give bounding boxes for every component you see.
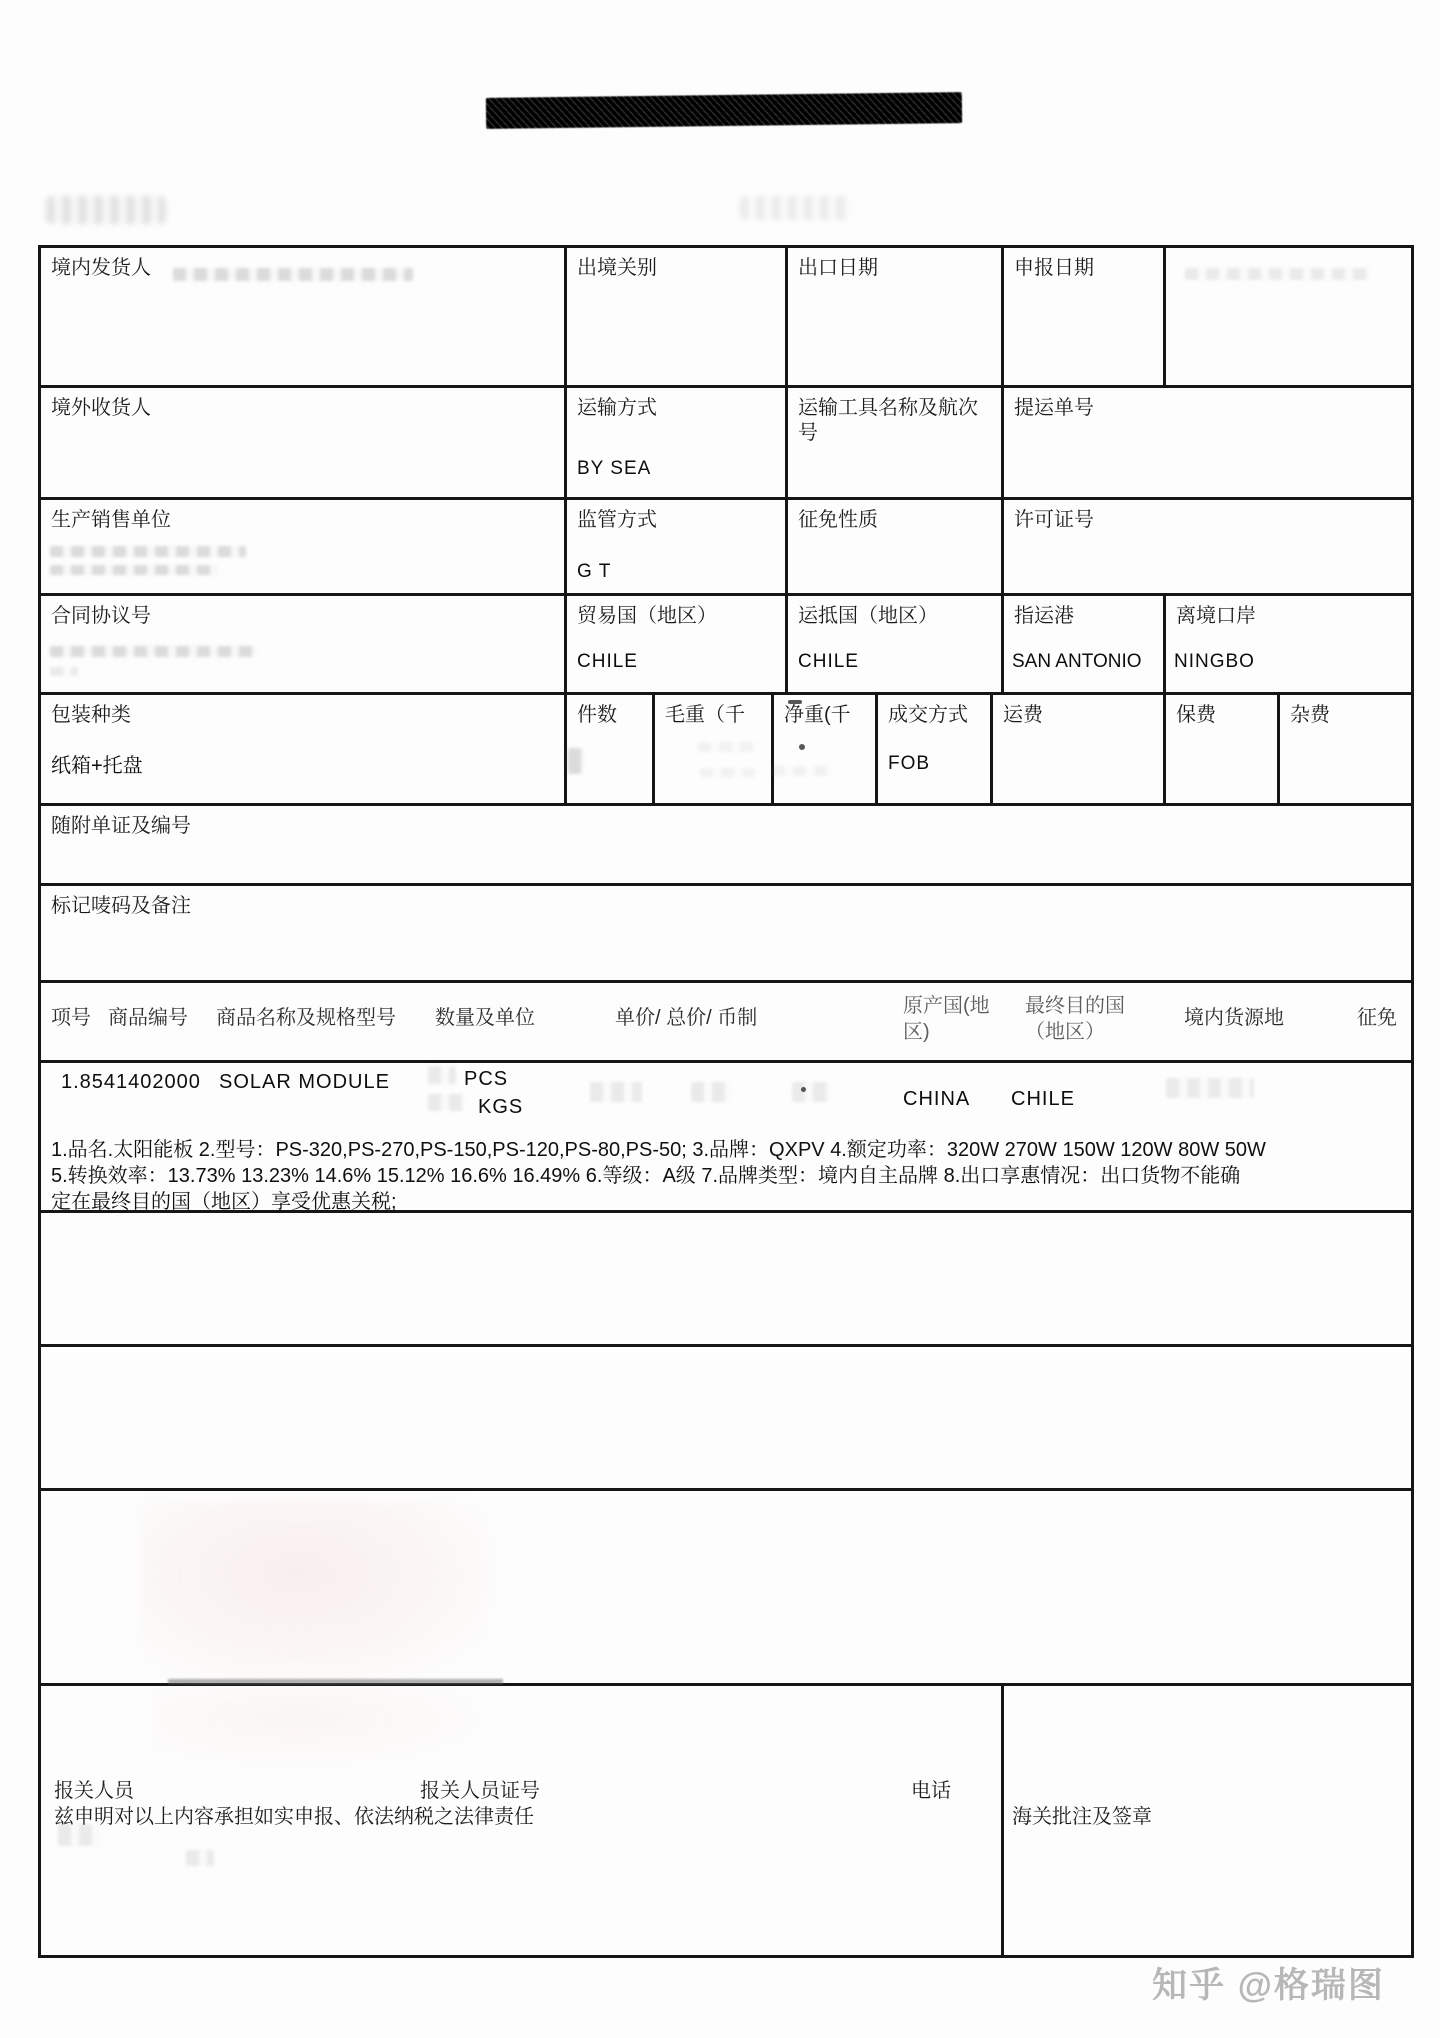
cell-transport-tool: [788, 388, 1004, 500]
cell-exit-customs: [567, 248, 788, 388]
redacted-contract-value-2: [50, 667, 78, 676]
redacted-header-left: [46, 196, 166, 224]
redacted-signature-2: [186, 1850, 214, 1866]
marks-remarks-label: 标记唛码及备注: [51, 895, 191, 917]
export-date-label: 出口日期: [798, 257, 878, 279]
license-no-label: 许可证号: [1014, 509, 1094, 531]
cell-exit-port: [1166, 596, 1411, 695]
exemption-nature-label: 征免性质: [798, 509, 878, 531]
terms-value: FOB: [888, 753, 931, 774]
cell-packing-type: [41, 695, 567, 806]
contract-no-label: 合同协议号: [51, 605, 151, 627]
exit-customs-label: 出境关别: [577, 257, 657, 279]
site-watermark: 知乎 @格瑞图: [1152, 1966, 1385, 2005]
cell-destination-port: [1004, 596, 1166, 695]
redacted-net-weight-value: [772, 766, 832, 776]
declare-date-label: 申报日期: [1014, 257, 1094, 279]
item-name: SOLAR MODULE: [219, 1071, 390, 1093]
item-desc-line3: 定在最终目的国（地区）享受优惠关税;: [51, 1191, 397, 1213]
cell-net-weight: [774, 695, 878, 806]
producer-label: 生产销售单位: [51, 509, 171, 531]
destination-port-value: SAN ANTONIO: [1012, 651, 1142, 672]
cell-items-header: [41, 983, 1411, 1063]
redacted-contract-value-1: [50, 646, 256, 657]
transport-tool-label: 运输工具名称及航次号: [798, 397, 978, 444]
declaration-statement: 兹申明对以上内容承担如实申报、依法纳税之法律责任: [54, 1806, 534, 1828]
redacted-title-bar: [486, 92, 962, 129]
cell-customs-notes: [1004, 1686, 1411, 1955]
redacted-net-weight-dash: [788, 700, 802, 704]
cell-exemption-nature: [788, 500, 1004, 596]
attached-docs-label: 随附单证及编号: [51, 815, 191, 837]
cell-bill-of-lading: [1004, 388, 1411, 500]
redacted-item-price: [590, 1082, 642, 1102]
redacted-net-weight-dot: [799, 744, 805, 750]
redacted-signature-1: [58, 1824, 100, 1846]
gross-weight-label: 毛重（千: [665, 704, 745, 726]
redacted-header-right: [740, 196, 852, 220]
items-header-destination: 最终目的国（地区）: [1025, 995, 1125, 1043]
cell-empty-box-2: [41, 1347, 1411, 1491]
items-header-domestic-source: 境内货源地: [1184, 1007, 1284, 1029]
redacted-item-qty-2: [428, 1094, 464, 1111]
redacted-producer-value-2: [50, 565, 218, 575]
item-unit2: KGS: [478, 1096, 524, 1118]
exit-port-label: 离境口岸: [1176, 605, 1256, 627]
company-stamp-faint: [140, 1500, 492, 1685]
items-header-price: 单价/ 总价/ 币制: [615, 1007, 758, 1029]
cell-export-date: [788, 248, 1004, 388]
cell-terms: [878, 695, 993, 806]
item-desc-line1: 1.品名.太阳能板 2.型号：PS-320,PS-270,PS-150,PS-120,PS-80,PS-50; 3.品牌：QXPV 4.额定功率：320W 270W 150W 120W 80W 50W: [51, 1139, 1266, 1161]
freight-label: 运费: [1003, 704, 1043, 726]
cell-attached-docs: [41, 806, 1411, 886]
item-origin-value: CHINA: [903, 1088, 971, 1110]
overseas-consignee-label: 境外收货人: [51, 397, 151, 419]
cell-marks-remarks: [41, 886, 1411, 983]
misc-fee-label: 杂费: [1290, 704, 1330, 726]
insurance-label: 保费: [1176, 704, 1216, 726]
arrival-country-value: CHILE: [798, 651, 859, 672]
redacted-consignor-value: [173, 268, 413, 281]
cell-misc-fee: [1280, 695, 1411, 806]
supervision-mode-label: 监管方式: [577, 509, 657, 531]
cell-transport-mode: [567, 388, 788, 500]
redacted-pieces-value: [568, 748, 584, 774]
pieces-label: 件数: [577, 704, 617, 726]
items-header-exemption: 征免: [1357, 1007, 1397, 1029]
item-destination-value: CHILE: [1011, 1088, 1075, 1110]
arrival-country-label: 运抵国（地区）: [798, 605, 938, 627]
item-seq-code: 1.8541402000: [61, 1071, 201, 1093]
cell-freight: [993, 695, 1166, 806]
items-header-name: 商品名称及规格型号: [216, 1007, 396, 1029]
phone-label: 电话: [911, 1780, 951, 1802]
redacted-item-total: [691, 1082, 731, 1102]
transport-mode-label: 运输方式: [577, 397, 657, 419]
cell-declare-date: [1004, 248, 1166, 388]
terms-label: 成交方式: [888, 704, 968, 726]
cell-supervision-mode: [567, 500, 788, 596]
packing-type-label: 包装种类: [51, 704, 131, 726]
cell-trade-country: [567, 596, 788, 695]
declarant-label: 报关人员: [54, 1780, 134, 1802]
redacted-item-qty-1: [428, 1066, 456, 1084]
consignor-label: 境内发货人: [51, 257, 151, 279]
redacted-gross-weight-value-1: [698, 742, 760, 752]
items-header-origin: 原产国(地区): [903, 995, 990, 1043]
cell-empty-box-1: [41, 1213, 1411, 1347]
company-stamp-faint-lower: [150, 1686, 480, 1766]
cell-overseas-consignee: [41, 388, 567, 500]
destination-port-label: 指运港: [1014, 605, 1074, 627]
stamp-edge-line: [168, 1679, 503, 1684]
customs-notes-label: 海关批注及签章: [1012, 1806, 1152, 1828]
supervision-mode-value: G T: [577, 561, 612, 582]
redacted-gross-weight-value-2: [700, 768, 755, 777]
exit-port-value: NINGBO: [1174, 651, 1255, 672]
declarant-id-label: 报关人员证号: [420, 1780, 540, 1802]
redacted-declare-date-value: [1185, 268, 1370, 280]
item-unit1: PCS: [464, 1068, 509, 1090]
redacted-item-currency: [792, 1082, 830, 1102]
cell-license-no: [1004, 500, 1411, 596]
redacted-producer-value-1: [50, 546, 246, 557]
items-header-qty: 数量及单位: [435, 1007, 535, 1029]
packing-type-value: 纸箱+托盘: [51, 755, 143, 777]
trade-country-value: CHILE: [577, 651, 638, 672]
cell-insurance: [1166, 695, 1280, 806]
redacted-item-currency-dot: [801, 1087, 806, 1092]
redacted-item-source-value: [1166, 1078, 1254, 1098]
item-desc-line2: 5.转换效率：13.73% 13.23% 14.6% 15.12% 16.6% 16.49% 6.等级：A级 7.品牌类型：境内自主品牌 8.出口享惠情况：出口货物不能确: [51, 1165, 1241, 1187]
cell-arrival-country: [788, 596, 1004, 695]
trade-country-label: 贸易国（地区）: [577, 605, 717, 627]
items-header-seq: 项号: [51, 1007, 91, 1029]
items-header-code: 商品编号: [108, 1007, 188, 1029]
net-weight-label: 净重(千: [784, 704, 851, 726]
transport-mode-value: BY SEA: [577, 458, 652, 479]
bill-of-lading-label: 提运单号: [1014, 397, 1094, 419]
